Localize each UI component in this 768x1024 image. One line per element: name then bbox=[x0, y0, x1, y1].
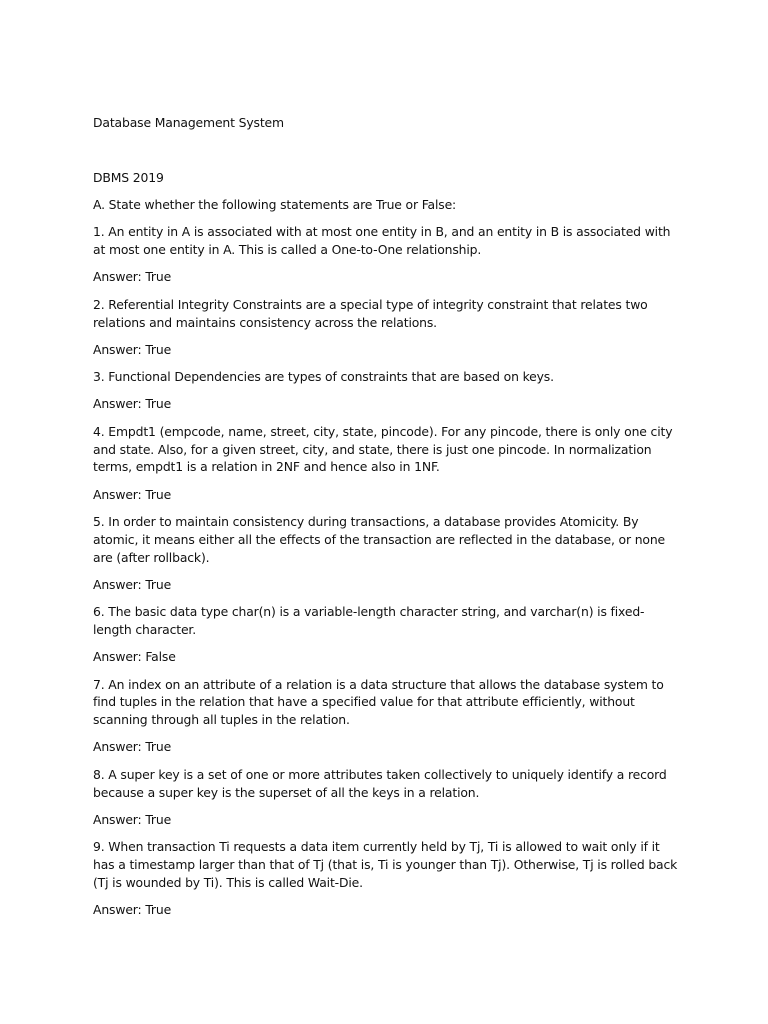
answer-2: Answer: True bbox=[93, 341, 172, 357]
question-6: 6. The basic data type char(n) is a variable-length character string, and varchar(n) is fixed-length character. bbox=[93, 604, 645, 637]
question-1: 1. An entity in A is associated with at most one entity in B, and an entity in B is associated with at most one entity in A. This is called a One-to-One relationship. bbox=[93, 224, 671, 258]
answer-6: Answer: False bbox=[93, 649, 176, 665]
document-page bbox=[93, 114, 678, 928]
answer-1: Answer: True bbox=[93, 269, 172, 285]
answer-5: Answer: True bbox=[93, 576, 172, 592]
answer-3: Answer: True bbox=[93, 396, 172, 412]
answer-4: Answer: True bbox=[93, 486, 172, 502]
question-4: 4. Empdt1 (empcode, name, street, city, state, pincode). For any pincode, there is only one city and state. Also, for a given street, city, and state, there is just one pincode. In normalization terms, empdt1 is a relation in 2NF and hence also in 1NF. bbox=[93, 423, 673, 475]
answer-9: Answer: True bbox=[93, 902, 172, 917]
answer-8: Answer: True bbox=[93, 811, 172, 827]
question-7: 7. An index on an attribute of a relation is a data structure that allows the database system to find tuples in the relation that have a specified value for that attribute efficiently, without scanning through all tuples in the relation. bbox=[93, 676, 664, 728]
section-heading: A. State whether the following statements are True or False: bbox=[93, 197, 457, 213]
document-subtitle: DBMS 2019 bbox=[93, 169, 164, 185]
question-8: 8. A super key is a set of one or more attributes taken collectively to uniquely identify a record because a super key is the superset of all the keys in a relation. bbox=[93, 766, 667, 800]
question-3: 3. Functional Dependencies are types of constraints that are based on keys. bbox=[93, 369, 554, 385]
document-title: Database Management System bbox=[93, 115, 284, 130]
question-9: 9. When transaction Ti requests a data item currently held by Tj, Ti is allowed to wait only if it has a timestamp larger than that of Tj (that is, Ti is younger than Tj). Otherwise, Tj is rolled back (Tj is wounded by Ti). This is called Wait-Die. bbox=[93, 839, 678, 890]
question-2: 2. Referential Integrity Constraints are a special type of integrity constraint that relates two relations and maintains consistency across the relations. bbox=[93, 296, 648, 330]
question-5: 5. In order to maintain consistency during transactions, a database provides Atomicity. By atomic, it means either all the effects of the transaction are reflected in the database, or none are (after rollback). bbox=[93, 513, 666, 565]
answer-7: Answer: True bbox=[93, 739, 172, 755]
